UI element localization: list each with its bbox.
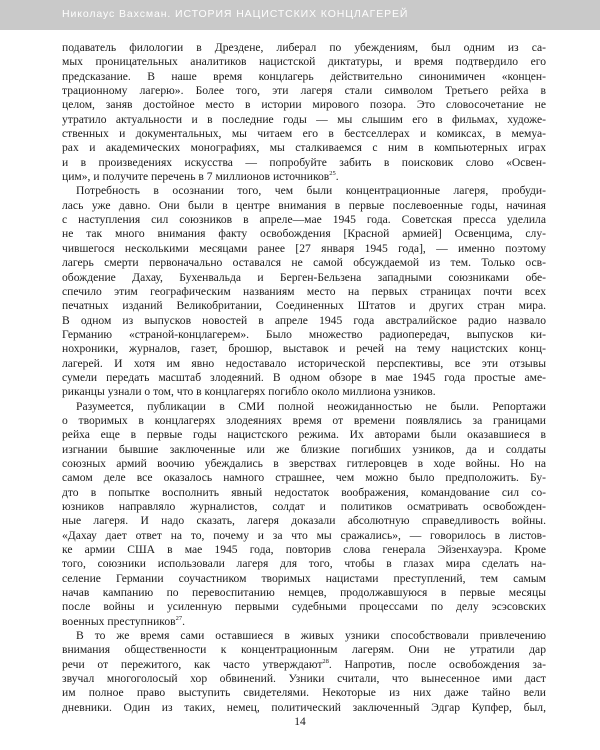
line-text: «Дахау дает ответ на то, почему и за что мы сражались», — говорилось в листов- [62, 528, 546, 542]
line-text: изгнании бывшие заключенные или же близкие погибших узников, да и солдаты [62, 442, 546, 456]
running-header [0, 0, 600, 30]
line-text: союзных армий воочию убеждались в зверствах гитлеровцев в ходе войны. Но на [62, 456, 546, 470]
line-text: рах и академических монографиях, мы сталкиваемся с ним в компьютерных играх [62, 141, 546, 155]
line-text: обождение Дахау, Бухенвальда и Берген-Бельзена западными союзниками обе- [62, 270, 546, 284]
text-line [62, 299, 546, 313]
text-line [62, 672, 546, 686]
text-line [62, 400, 546, 414]
text-line [62, 557, 546, 571]
text-line [62, 701, 546, 715]
line-text: ке армии США в мае 1945 года, повторив слова генерала Эйзенхауэра. Кроме [62, 543, 546, 557]
text-line [62, 55, 546, 69]
text-line [62, 127, 546, 141]
line-text: нохроники, журналов, газет, брошюр, выставок и речей на тему нацистских конц- [62, 342, 546, 356]
text-line [62, 213, 546, 227]
footnote-marker: 25 [329, 170, 336, 178]
text-line [62, 271, 546, 285]
text-line [62, 572, 546, 586]
line-text: Потребность в осознании того, чем были концентрационные лагеря, пробуди- [76, 184, 546, 198]
text-line [62, 629, 546, 643]
line-text: того, союзники использовали лагеря для того, чтобы в глазах мира сделать на- [62, 557, 546, 571]
text-line [62, 285, 546, 299]
line-text: лась уже давно. Они были в центре внимания в первые послевоенные годы, начиная [62, 198, 546, 212]
line-text: Разумеется, публикации в СМИ полной неожиданностью не были. Репортажи [76, 399, 546, 413]
text-line [62, 242, 546, 256]
text-line [62, 199, 546, 213]
line-text: В одном из выпусков новостей в апреле 1945 года австралийское радио назвало [62, 313, 546, 327]
text-line [62, 514, 546, 528]
text-line [62, 471, 546, 485]
line-text: ные лагеря. И надо сказать, лагеря доказали абсолютную справедливость войны. [62, 514, 546, 528]
line-text: не так много внимания факту освобождения [Красной армией] Освенцима, слу- [62, 227, 546, 241]
text-line [62, 529, 546, 543]
line-text: чившегося несколькими месяцами ранее [27 января 1945 года], — именно поэтому [62, 241, 546, 255]
text-line [62, 428, 546, 442]
line-text: о творимых в концлагерях злодеяниях время от времени появлялись за границами [62, 413, 546, 427]
line-text: внимания общественности к концентрационным лагерям. Они не утратили дар [62, 643, 546, 657]
line-text: дто в попытке восполнить явный недостаток воображения, командование сил со- [62, 485, 546, 499]
text-line [62, 414, 546, 428]
line-text: ственных и документальных, мы читаем его в бестселлерах и комиксах, в мемуа- [62, 127, 546, 141]
line-text: звучал многоголосый хор обвинений. Узники считали, что вынесенное ими даст [62, 672, 546, 686]
header-author: Николаус Вахсман. [62, 8, 172, 20]
text-line [62, 658, 546, 672]
line-text: самом деле все оказалось намного страшнее, чем можно было предположить. Бу- [62, 471, 546, 485]
text-line [62, 256, 546, 270]
text-line [62, 586, 546, 600]
footnote-marker: 28 [322, 657, 329, 665]
line-text: дневники. Один из таких, немец, политический заключенный Эдгар Купфер, был, [62, 700, 546, 714]
running-header-text [62, 8, 408, 20]
body-text [62, 41, 546, 715]
line-text: селение Германии соучастником творимых нацистами преступлений, тем самым [62, 571, 546, 585]
text-line [62, 385, 546, 399]
line-text: военных преступников [62, 614, 176, 628]
text-line [62, 70, 546, 84]
line-text: лагерь смерти первоначально оставался не самой обсуждаемой из тем. Только осв- [62, 256, 546, 270]
text-line [62, 371, 546, 385]
text-line [62, 170, 546, 184]
text-line [62, 314, 546, 328]
line-text: сумели передать масштаб злодеяний. В одном обзоре в мае 1945 года простые аме- [62, 370, 546, 384]
line-text: трационному лагерю». Более того, эти лагеря стали символом Третьего рейха в [62, 84, 546, 98]
line-text: Германию «страной-концлагерем». Было множество радиопередач, выпусков ки- [62, 327, 546, 341]
text-line [62, 486, 546, 500]
line-text: с наступления сил союзников в апреле—мае 1945 года. Советская пресса уделила [62, 213, 546, 227]
line-text: и в произведениях искусства — попробуйте забить в поисковик слово «Освен- [62, 155, 546, 169]
text-line [62, 615, 546, 629]
text-line [62, 84, 546, 98]
line-text: утратило актуальности и в последние годы — мы слышим его в фильмах, художе- [62, 112, 546, 126]
text-line [62, 643, 546, 657]
line-text: печатных изданий Великобритании, Соединенных Штатов и других стран мира. [62, 299, 546, 313]
text-line [62, 227, 546, 241]
text-line [62, 457, 546, 471]
text-line [62, 184, 546, 198]
text-line [62, 443, 546, 457]
text-line [62, 328, 546, 342]
line-text: речи от пережитого, как часто утверждают [62, 657, 323, 671]
line-text: начав кампанию по перевоспитанию немцев, продолжавшуюся в первые месяцы [62, 586, 546, 600]
line-tail: . Напротив, после освобождения за- [328, 657, 547, 671]
text-line [62, 41, 546, 55]
line-text: лагерей. И хотя им явно недоставало исторической перспективы, все эти отзывы [62, 356, 546, 370]
text-line [62, 543, 546, 557]
line-text: рейха еще в первые годы нацистского режима. Их авторами были оказавшиеся в [62, 428, 546, 442]
text-line [62, 686, 546, 700]
text-line [62, 357, 546, 371]
page-number: 14 [294, 716, 306, 728]
line-text: им полное право выступить свидетелями. Некоторые из них даже тайно вели [62, 686, 546, 700]
line-text: предсказание. В наше время концлагерь действительно синонимичен «концен- [62, 69, 546, 83]
line-text: В то же время сами оставшиеся в живых узники способствовали привлечению [76, 629, 546, 643]
text-line [62, 98, 546, 112]
line-text: мых проницательных аналитиков нацистской диктатуры, и время подтвердило его [62, 55, 546, 69]
line-text: цим», и получите перечень в 7 миллионов источников [62, 170, 330, 184]
footnote-marker: 27 [175, 614, 183, 622]
text-line [62, 156, 546, 170]
text-line [62, 600, 546, 614]
line-text: риканцы узнали о том, что в концлагерях погибло около миллиона узников. [62, 385, 436, 399]
line-text: юзников направляло журналистов, солдат и политиков осматривать освобожден- [62, 500, 546, 513]
line-tail: . [335, 170, 339, 184]
line-text: целом, заняв достойное место в истории мирового позора. Это словосочетание не [62, 98, 546, 112]
line-text: спечило этим географическим названиям место на первых страницах почти всех [62, 284, 546, 298]
line-text: после войны и усиленную первыми судебными процессами по делу эсэсовских [62, 600, 546, 614]
text-line [62, 141, 546, 155]
line-text: подаватель филологии в Дрездене, либерал по убеждениям, был одним из са- [62, 41, 546, 54]
text-line [62, 500, 546, 514]
text-line [62, 113, 546, 127]
header-title: ИСТОРИЯ НАЦИСТСКИХ КОНЦЛАГЕРЕЙ [175, 8, 409, 20]
text-line [62, 342, 546, 356]
line-tail: . [182, 614, 185, 628]
